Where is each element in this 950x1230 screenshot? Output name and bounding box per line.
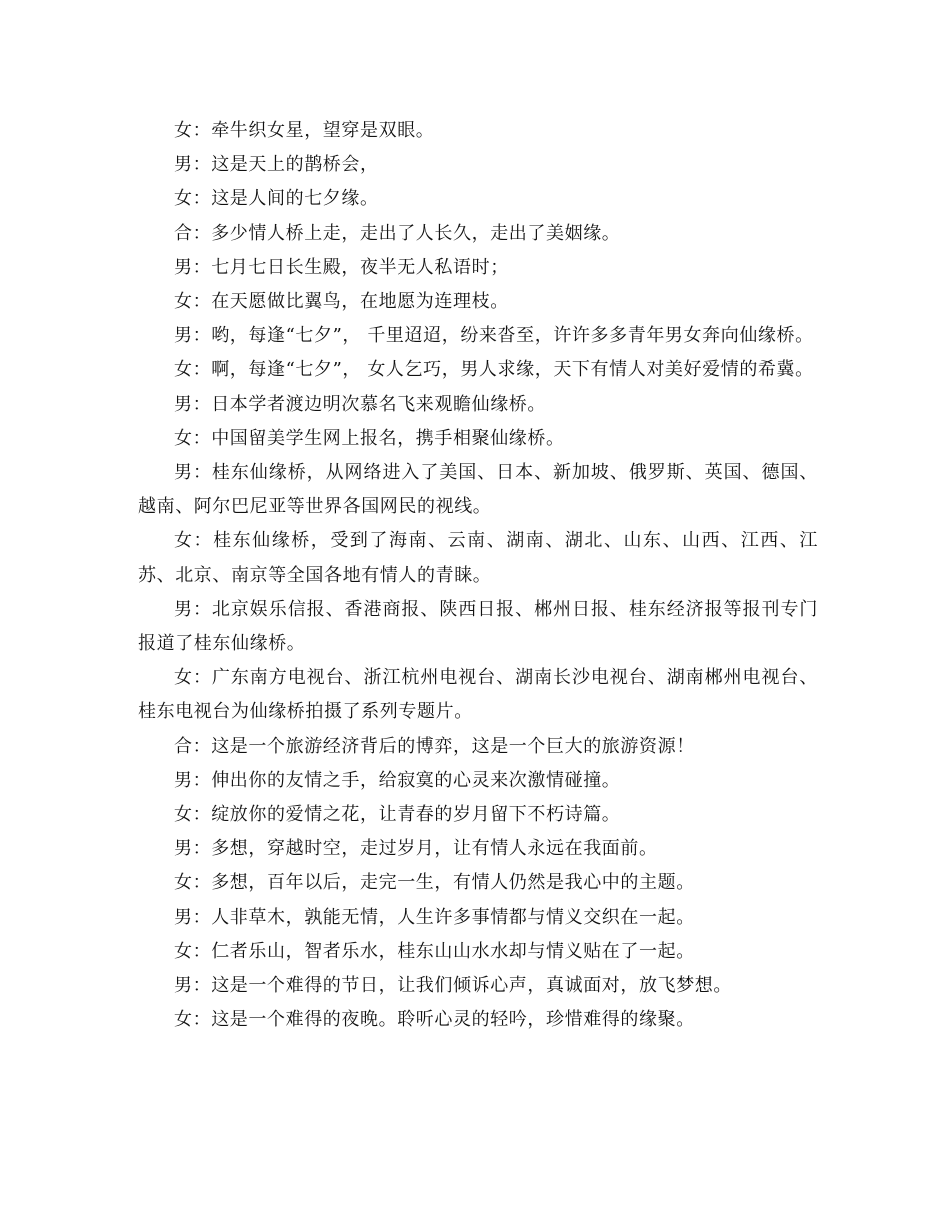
paragraph: 女：在天愿做比翼鸟，在地愿为连理枝。 (174, 291, 509, 313)
paragraph: 男：七月七日长生殿，夜半无人私语时； (174, 256, 509, 278)
paragraph: 女：广东南方电视台、浙江杭州电视台、湖南长沙电视台、湖南郴州电视台、桂东电视台为仙缘桥拍摄了系列专题片。 (138, 667, 818, 723)
paragraph: 女：牵牛织女星，望穿是双眼。 (174, 120, 435, 141)
paragraph: 男：伸出你的友情之手，给寂寞的心灵来次激情碰撞。 (174, 769, 621, 791)
paragraph: 女：这是一个难得的夜晚。聆听心灵的轻吟，珍惜难得的缘聚。 (174, 1009, 695, 1031)
paragraph: 男：日本学者渡边明次慕名飞来观瞻仙缘桥。 (174, 393, 546, 415)
paragraph: 女：中国留美学生网上报名，携手相聚仙缘桥。 (174, 427, 565, 449)
paragraph: 合：这是一个旅游经济背后的博弈，这是一个巨大的旅游资源！ (174, 735, 695, 757)
paragraph: 女：啊，每逢“七夕”， 女人乞巧，男人求缘，天下有情人对美好爱情的希冀。 (174, 359, 814, 381)
paragraph: 男：这是一个难得的节日，让我们倾诉心声，真诚面对，放飞梦想。 (174, 975, 732, 997)
paragraph: 女：绽放你的爱情之花，让青春的岁月留下不朽诗篇。 (174, 804, 621, 826)
paragraph: 女：仁者乐山，智者乐水，桂东山山水水却与情义贴在了一起。 (174, 940, 695, 962)
paragraph: 女：多想，百年以后，走完一生，有情人仍然是我心中的主题。 (174, 872, 695, 894)
paragraph: 男：桂东仙缘桥，从网络进入了美国、日本、新加坡、俄罗斯、英国、德国、越南、阿尔巴尼亚等世界各国网民的视线。 (138, 462, 818, 518)
paragraph: 男：多想，穿越时空，走过岁月，让有情人永远在我面前。 (174, 838, 658, 860)
paragraph: 女：桂东仙缘桥，受到了海南、云南、湖南、湖北、山东、山西、江西、江苏、北京、南京等全国各地有情人的青睐。 (138, 530, 818, 586)
paragraph: 男：哟，每逢“七夕”， 千里迢迢，纷来沓至，许许多多青年男女奔向仙缘桥。 (174, 325, 814, 347)
paragraph: 男：北京娱乐信报、香港商报、陕西日报、郴州日报、桂东经济报等报刊专门报道了桂东仙缘桥。 (138, 598, 818, 655)
paragraph: 男：这是天上的鹊桥会， (174, 154, 379, 176)
paragraph: 合：多少情人桥上走，走出了人长久，走出了美姻缘。 (174, 222, 621, 244)
paragraph: 男：人非草木，孰能无情，人生许多事情都与情义交织在一起。 (174, 906, 695, 928)
paragraph: 女：这是人间的七夕缘。 (174, 188, 379, 210)
script-body (138, 114, 818, 1037)
